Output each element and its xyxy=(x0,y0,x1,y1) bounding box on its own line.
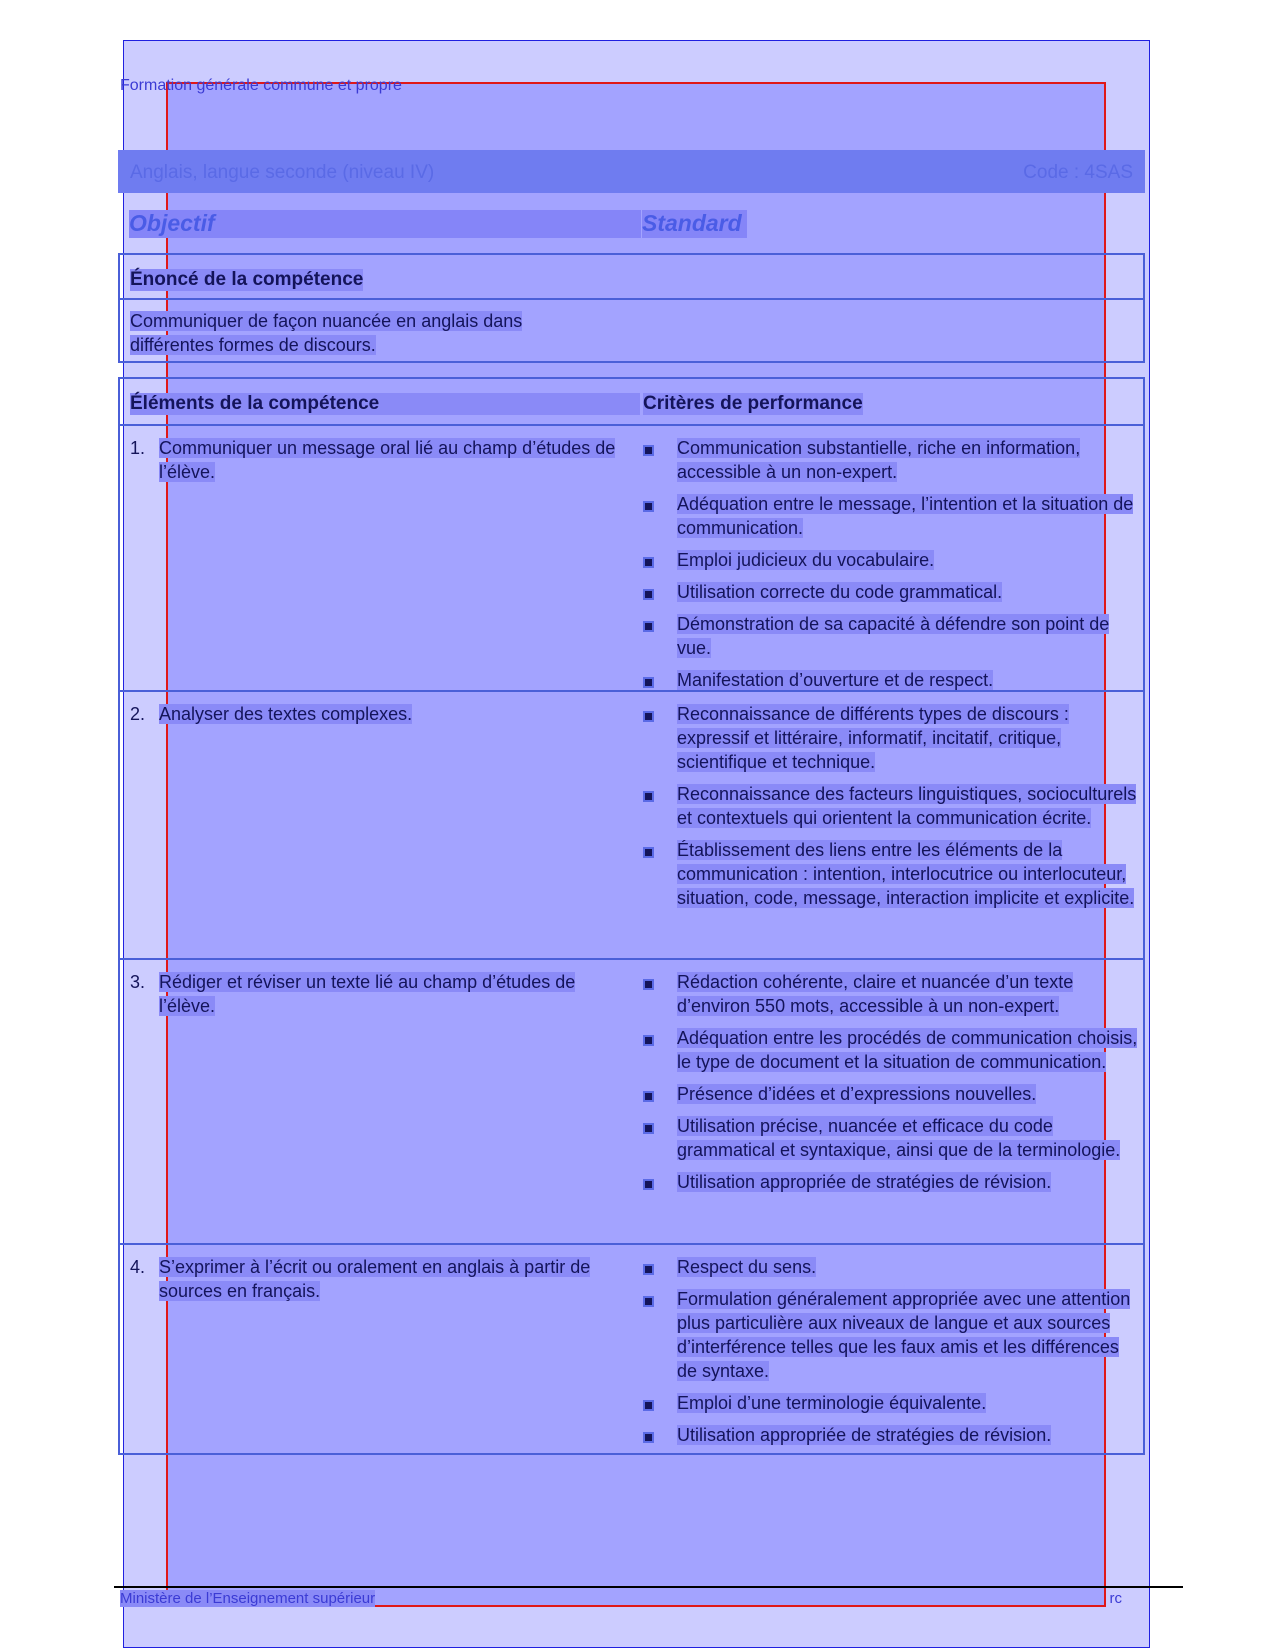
criterion-text: Utilisation correcte du code grammatical. xyxy=(677,582,1003,602)
list-item xyxy=(643,580,1138,604)
bullet-icon xyxy=(643,1179,654,1190)
enonce-section xyxy=(118,253,1145,363)
element-text: Rédiger et réviser un texte lié au champ d’études de l’élève. xyxy=(159,972,576,1016)
criterion-text: Reconnaissance des facteurs linguistiques, socioculturels et contextuels qui orientent la communication écrite. xyxy=(677,784,1137,828)
criterion-text: Manifestation d’ouverture et de respect. xyxy=(677,670,994,690)
objectif-label: Objectif xyxy=(129,210,641,238)
bullet-icon xyxy=(643,589,654,600)
criterion-text: Rédaction cohérente, claire et nuancée d’un texte d’environ 550 mots, accessible à un non-expert. xyxy=(677,972,1074,1016)
bullet-icon xyxy=(643,1123,654,1134)
elements-column-header: Éléments de la compétence xyxy=(130,393,640,415)
bullet-icon xyxy=(643,847,654,858)
element-text: Analyser des textes complexes. xyxy=(159,704,413,724)
criterion-text: Utilisation appropriée de stratégies de révision. xyxy=(677,1425,1052,1445)
bullet-icon xyxy=(643,621,654,632)
list-item xyxy=(643,1391,1138,1415)
footer-ministry: Ministère de l’Enseignement supérieur xyxy=(120,1590,376,1607)
elements-table-header xyxy=(120,379,1143,426)
footer-page-ref: rc xyxy=(1109,1590,1122,1607)
element-number: 1. xyxy=(130,438,146,458)
table-row xyxy=(120,1245,1143,1455)
bullet-icon xyxy=(643,501,654,512)
criteria-cell xyxy=(643,436,1138,700)
criterion-text: Communication substantielle, riche en information, accessible à un non-expert. xyxy=(677,438,1081,482)
list-item xyxy=(643,838,1138,910)
bullet-icon xyxy=(643,1432,654,1443)
criterion-text: Respect du sens. xyxy=(677,1257,817,1277)
list-item xyxy=(643,702,1138,774)
list-item xyxy=(643,492,1138,540)
list-item xyxy=(643,1255,1138,1279)
bullet-icon xyxy=(643,1035,654,1046)
table-row xyxy=(120,960,1143,1245)
list-item xyxy=(643,1114,1138,1162)
element-number: 4. xyxy=(130,1257,146,1277)
criterion-text: Formulation généralement appropriée avec une attention plus particulière aux niveaux de langue et aux sources d’interférence telles que les faux amis et les différences de syntaxe. xyxy=(677,1289,1131,1381)
course-code: Code : 4SAS xyxy=(1023,162,1133,183)
element-number: 3. xyxy=(130,972,146,992)
elements-table xyxy=(118,377,1145,1455)
criterion-text: Reconnaissance de différents types de discours : expressif et littéraire, informatif, incitatif, critique, scientifique et technique. xyxy=(677,704,1069,772)
table-row xyxy=(120,692,1143,960)
enonce-title: Énoncé de la compétence xyxy=(130,269,364,290)
list-item xyxy=(643,782,1138,830)
criteria-cell xyxy=(643,702,1138,918)
criterion-text: Utilisation appropriée de stratégies de révision. xyxy=(677,1172,1052,1192)
bullet-icon xyxy=(643,677,654,688)
list-item xyxy=(643,436,1138,484)
bullet-icon xyxy=(643,979,654,990)
element-number: 2. xyxy=(130,704,146,724)
list-item xyxy=(643,1287,1138,1383)
course-title: Anglais, langue seconde (niveau IV) xyxy=(130,162,435,183)
bullet-icon xyxy=(643,791,654,802)
list-item xyxy=(643,1026,1138,1074)
list-item xyxy=(643,548,1138,572)
list-item xyxy=(643,1170,1138,1194)
criteria-column-header: Critères de performance xyxy=(643,393,863,414)
bullet-icon xyxy=(643,1296,654,1307)
criterion-text: Présence d’idées et d’expressions nouvelles. xyxy=(677,1084,1037,1104)
criterion-text: Adéquation entre les procédés de communication choisis, le type de document et la situation de communication. xyxy=(677,1028,1138,1072)
element-text: Communiquer un message oral lié au champ d’études de l’élève. xyxy=(159,438,616,482)
criterion-text: Établissement des liens entre les éléments de la communication : intention, interlocutrice ou interlocuteur, situation, code, message, interaction implicite et explicite. xyxy=(677,840,1135,908)
table-row xyxy=(120,426,1143,692)
list-item xyxy=(643,1082,1138,1106)
bullet-icon xyxy=(643,445,654,456)
bullet-icon xyxy=(643,1400,654,1411)
footer-rule xyxy=(114,1586,1183,1588)
standard-label: Standard xyxy=(642,210,747,238)
bullet-icon xyxy=(643,557,654,568)
criteria-cell xyxy=(643,970,1138,1202)
bullet-icon xyxy=(643,1264,654,1275)
criterion-text: Adéquation entre le message, l’intention et la situation de communication. xyxy=(677,494,1134,538)
list-item xyxy=(643,612,1138,660)
list-item xyxy=(643,970,1138,1018)
list-item xyxy=(643,668,1138,692)
course-header-bar xyxy=(118,150,1145,193)
running-head: Formation générale commune et propre xyxy=(120,77,402,94)
bullet-icon xyxy=(643,711,654,722)
list-item xyxy=(643,1423,1138,1447)
element-text: S’exprimer à l’écrit ou oralement en anglais à partir de sources en français. xyxy=(159,1257,591,1301)
bullet-icon xyxy=(643,1091,654,1102)
enonce-text: Communiquer de façon nuancée en anglais dans différentes formes de discours. xyxy=(130,311,523,355)
criteria-cell xyxy=(643,1255,1138,1455)
criterion-text: Démonstration de sa capacité à défendre son point de vue. xyxy=(677,614,1110,658)
criterion-text: Utilisation précise, nuancée et efficace du code grammatical et syntaxique, ainsi que de la terminologie. xyxy=(677,1116,1121,1160)
criterion-text: Emploi judicieux du vocabulaire. xyxy=(677,550,935,570)
criterion-text: Emploi d’une terminologie équivalente. xyxy=(677,1393,987,1413)
enonce-header xyxy=(120,255,1143,300)
